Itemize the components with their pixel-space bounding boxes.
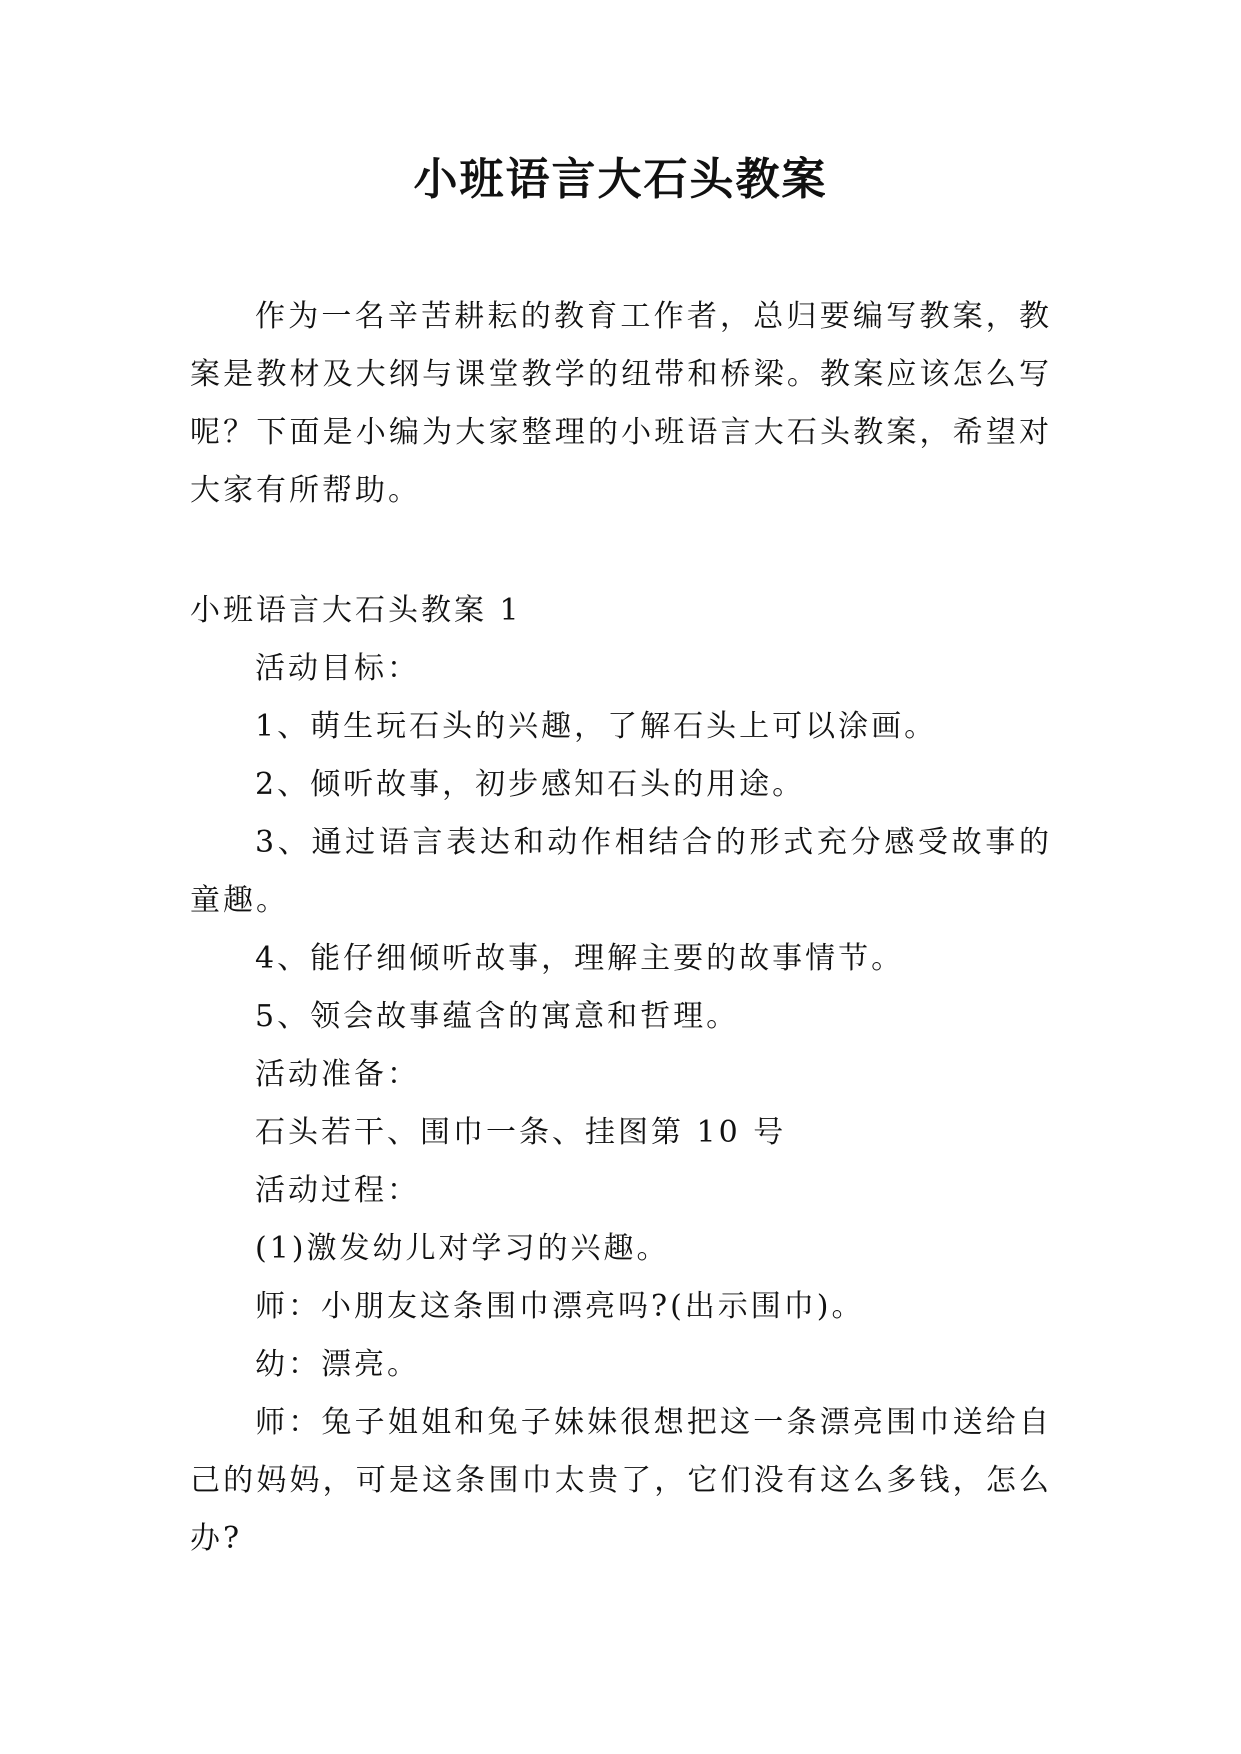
goal-item: 4、能仔细倾听故事，理解主要的故事情节。 bbox=[255, 941, 905, 976]
dialogue-line: 师：兔子姐姐和兔子妹妹很想把这一条漂亮围巾送给自己的妈妈，可是这条围巾太贵了，它们没有这么多钱，怎么办? bbox=[190, 1405, 1052, 1556]
activity-preparation-heading: 活动准备： bbox=[255, 1057, 420, 1092]
preparation-materials: 石头若干、围巾一条、挂图第 10 号 bbox=[255, 1115, 787, 1150]
document-title: 小班语言大石头教案 bbox=[413, 154, 828, 205]
dialogue-line: 幼：漂亮。 bbox=[255, 1347, 420, 1382]
goal-item: 3、通过语言表达和动作相结合的形式充分感受故事的童趣。 bbox=[190, 825, 1052, 918]
goal-item: 2、倾听故事，初步感知石头的用途。 bbox=[255, 767, 806, 802]
dialogue-line: 师：小朋友这条围巾漂亮吗?(出示围巾)。 bbox=[255, 1289, 865, 1324]
goal-item: 5、领会故事蕴含的寓意和哲理。 bbox=[255, 999, 740, 1034]
process-step: (1)激发幼儿对学习的兴趣。 bbox=[255, 1231, 670, 1266]
activity-process-heading: 活动过程： bbox=[255, 1173, 420, 1208]
activity-goals-heading: 活动目标： bbox=[255, 651, 420, 686]
document-body bbox=[190, 582, 1052, 1568]
intro-paragraph: 作为一名辛苦耕耘的教育工作者，总归要编写教案，教案是教材及大纲与课堂教学的纽带和桥梁。教案应该怎么写呢？下面是小编为大家整理的小班语言大石头教案，希望对大家有所帮助。 bbox=[190, 299, 1052, 508]
goal-item: 1、萌生玩石头的兴趣，了解石头上可以涂画。 bbox=[255, 709, 938, 744]
section-heading: 小班语言大石头教案 1 bbox=[190, 593, 522, 628]
